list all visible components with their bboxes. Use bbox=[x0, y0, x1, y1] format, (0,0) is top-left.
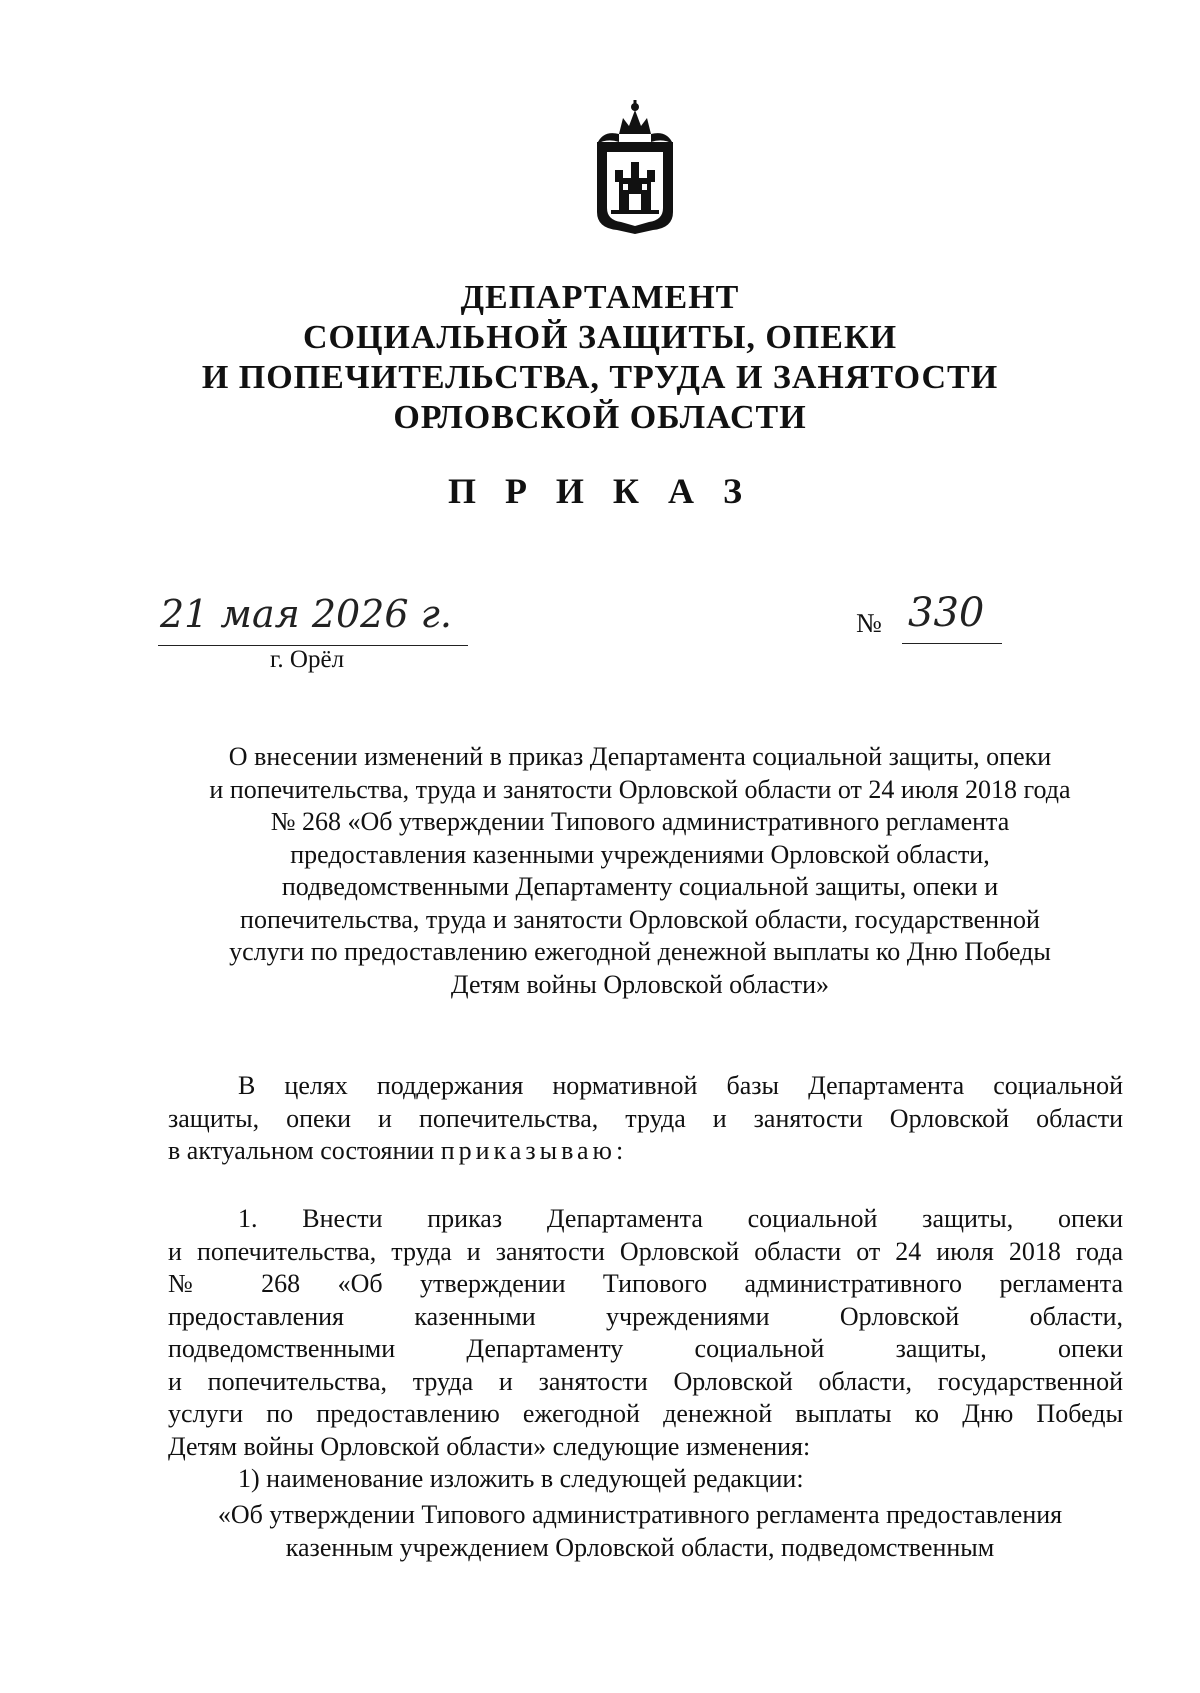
number-sign: № bbox=[856, 608, 882, 638]
body-line: В целях поддержания нормативной базы Департамента социальной bbox=[238, 1071, 1123, 1100]
body-line bbox=[168, 1135, 1123, 1168]
heading-line: услуги по предоставлению ежегодной денежной выплаты ко Дню Победы bbox=[229, 937, 1051, 966]
heading-line: и попечительства, труда и занятости Орловской области от 24 июля 2018 года bbox=[209, 774, 1071, 804]
city-label: г. Орёл bbox=[270, 646, 345, 673]
department-line: ОРЛОВСКОЙ ОБЛАСТИ bbox=[393, 399, 807, 436]
handwritten-number: 330 bbox=[908, 590, 985, 636]
order-verb: приказываю: bbox=[440, 1136, 628, 1165]
body-line: услуги по предоставлению ежегодной денежной выплаты ко Дню Победы bbox=[168, 1399, 1123, 1428]
quote-line: казенным учреждением Орловской области, подведомственным bbox=[285, 1532, 995, 1562]
department-name bbox=[0, 278, 1200, 438]
number-underline bbox=[902, 643, 1002, 644]
preamble-prefix: в актуальном состоянии bbox=[168, 1136, 441, 1165]
body-line: № 268 «Об утверждении Типового административного регламента bbox=[168, 1269, 1123, 1298]
body-line: предоставления казенными учреждениями Орловской области, bbox=[168, 1301, 1123, 1331]
body-line: защиты, опеки и попечительства, труда и занятости Орловской области bbox=[168, 1103, 1123, 1133]
department-line: ДЕПАРТАМЕНТ bbox=[460, 279, 740, 316]
order-subject-heading bbox=[150, 741, 1130, 1001]
document-type-title: П Р И К А З bbox=[447, 471, 753, 511]
item-1-paragraph bbox=[168, 1203, 1123, 1496]
body-line: и попечительства, труда и занятости Орловской области от 24 июля 2018 года bbox=[168, 1236, 1123, 1266]
heading-line: О внесении изменений в приказ Департамента социальной защиты, опеки bbox=[228, 742, 1052, 771]
body-line: Детям войны Орловской области» следующие изменения: bbox=[168, 1431, 811, 1461]
new-title-quote bbox=[150, 1499, 1130, 1564]
heading-line: предоставления казенными учреждениями Орловской области, bbox=[290, 839, 990, 869]
department-line: И ПОПЕЧИТЕЛЬСТВА, ТРУДА И ЗАНЯТОСТИ bbox=[201, 359, 999, 396]
heading-line: попечительства, труда и занятости Орловской области, государственной bbox=[240, 904, 1040, 934]
department-line: СОЦИАЛЬНОЙ ЗАЩИТЫ, ОПЕКИ bbox=[302, 319, 898, 356]
body-line: и попечительства, труда и занятости Орловской области, государственной bbox=[168, 1366, 1123, 1396]
heading-line: подведомственными Департаменту социальной защиты, опеки и bbox=[281, 872, 999, 901]
body-line: подведомственными Департаменту социальной защиты, опеки bbox=[168, 1334, 1123, 1363]
body-line: 1. Внести приказ Департамента социальной защиты, опеки bbox=[238, 1204, 1123, 1233]
handwritten-date: 21 мая 2026 г. bbox=[160, 592, 452, 636]
sub-item-1: 1) наименование изложить в следующей редакции: bbox=[238, 1464, 804, 1493]
heading-line: Детям войны Орловской области» bbox=[450, 969, 830, 999]
quote-line: «Об утверждении Типового административного регламента предоставления bbox=[217, 1500, 1063, 1529]
coat-of-arms-emblem bbox=[589, 100, 681, 234]
heading-line: № 268 «Об утверждении Типового административного регламента bbox=[270, 807, 1010, 836]
preamble-paragraph bbox=[168, 1070, 1123, 1168]
